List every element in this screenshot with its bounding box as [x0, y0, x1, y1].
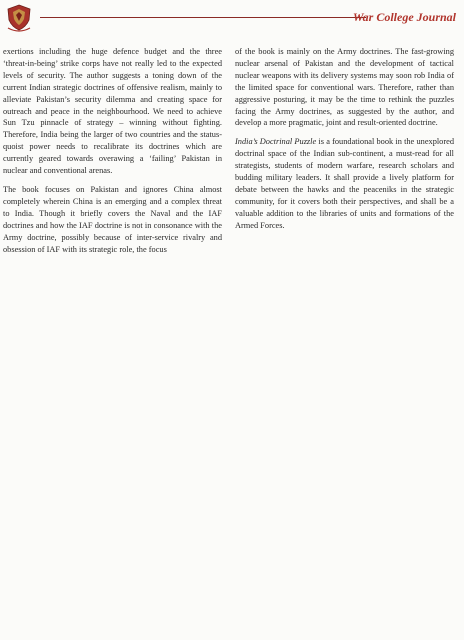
paragraph — [3, 46, 222, 177]
page-header — [0, 0, 464, 36]
book-title: India’s Doctrinal Puzzle — [235, 137, 317, 147]
header-rule — [40, 17, 366, 18]
left-column — [3, 46, 222, 262]
journal-title: War College Journal — [352, 10, 456, 24]
paragraph-text: of the book is mainly on the Army doctrines. The fast-growing nuclear arsenal of Pakistan and the development of tactical nuclear weapons with its delivery systems may soon rob India of the limited space for conventional wars. Therefore, rather than aggressive posturing, it may be the time to rethink the puzzles facing the Army doctrines, as suggested by the author, and develop a more pragmatic, joint and result-oriented doctrine. — [235, 47, 454, 128]
right-column — [235, 46, 454, 239]
paragraph-text: exertions including the huge defence budget and the three ‘threat-in-being’ strike corps have not really led to the expected levels of security. The author suggests a toning down of the current Indian strategic doctrines of offensive realism, mainly to alleviate Pakistan’s security dilemma and creating space for outreach and peace in the neighbourhood. We need to achieve Sun Tzu pinnacle of strategy – winning without fighting. Therefore, India being the larger of two countries and the status-quoist power needs to recalibrate its doctrines which are currently geared towards overawing a ‘failing’ Pakistan in nuclear and conventional arenas. — [3, 47, 222, 176]
paragraph-text: is a foundational book in the unexplored doctrinal space of the Indian sub-continent, a must-read for all strategists, students of modern warfare, research scholars and budding military leaders. It shall provide a lively platform for debate between the hawks and the peaceniks in the strategic community, for it covers both their perspectives, and shall be a valuable addition to the libraries of units and formations of the Armed Forces. — [235, 137, 455, 230]
paragraph — [3, 184, 222, 255]
paragraph — [235, 136, 454, 231]
paragraph — [235, 46, 454, 129]
paragraph-text: The book focuses on Pakistan and ignores China almost completely wherein China is an emerging and a complex threat to India. Though it briefly covers the Naval and the IAF doctrines and how the IAF doctrine is not in consonance with the Army doctrine, possibly because of inter-service rivalry and obsession of IAF with its strategic role, the focus — [3, 184, 222, 254]
college-crest-icon — [4, 3, 34, 33]
